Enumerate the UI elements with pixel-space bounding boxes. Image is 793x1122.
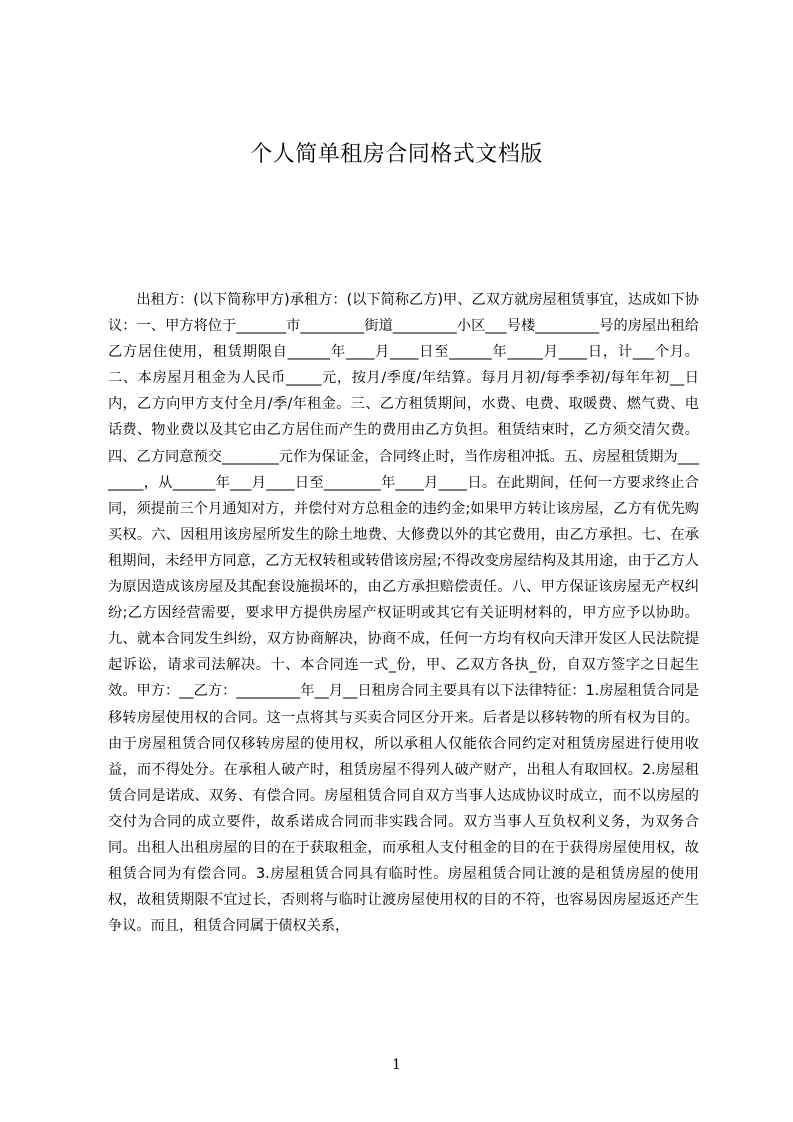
document-title: 个人简单租房合同格式文档版: [250, 142, 543, 167]
body-paragraph: 出租方：(以下简称甲方)承租方：(以下简称乙方)甲、乙双方就房屋租赁事宜，达成如下协议：一、甲方将位于_______市_________街道_________小区___号楼_________号的房屋出租给乙方居住使用，租赁期限自______年____月____日至______年_____月____日，计___个月。二、本房屋月租金为人民币_____元，按月/季度/年结算。每月月初/每季季初/每年年初__日内，乙方向甲方支付全月/季/年租金。三、乙方租赁期间，水费、电费、取暖费、燃气费、电话费、物业费以及其它由乙方居住而产生的费用由乙方负担。租赁结束时，乙方须交清欠费。四、乙方同意预交________元作为保证金，合同终止时，当作房租冲抵。五、房屋租赁期为________，从______年___月____日至________年____月____日。在此期间，任何一方要求终止合同，须提前三个月通知对方，并偿付对方总租金的违约金;如果甲方转让该房屋，乙方有优先购买权。六、因租用该房屋所发生的除土地费、大修费以外的其它费用，由乙方承担。七、在承租期间，未经甲方同意，乙方无权转租或转借该房屋;不得改变房屋结构及其用途，由于乙方人为原因造成该房屋及其配套设施损坏的，由乙方承担赔偿责任。八、甲方保证该房屋无产权纠纷;乙方因经营需要，要求甲方提供房屋产权证明或其它有关证明材料的，甲方应予以协助。九、就本合同发生纠纷，双方协商解决，协商不成，任何一方均有权向天津开发区人民法院提起诉讼，请求司法解决。十、本合同连一式_份，甲、乙双方各执_份，自双方签字之日起生效。甲方：__乙方：_________年__月__日租房合同主要具有以下法律特征：1.房屋租赁合同是移转房屋使用权的合同。这一点将其与买卖合同区分开来。后者是以移转物的所有权为目的。由于房屋租赁合同仅移转房屋的使用权，所以承租人仅能依合同约定对租赁房屋进行使用收益，而不得处分。在承租人破产时，租赁房屋不得列人破产财产，出租人有取回权。2.房屋租赁合同是诺成、双务、有偿合同。房屋租赁合同自双方当事人达成协议时成立，而不以房屋的交付为合同的成立要件，故系诺成合同而非实践合同。双方当事人互负权利义务，为双务合同。出租人出租房屋的目的在于获取租金，而承租人支付租金的目的在于获得房屋使用权，故租赁合同为有偿合同。3.房屋租赁合同具有临时性。房屋租赁合同让渡的是租赁房屋的使用权，故租赁期限不宜过长，否则将与临时让渡房屋使用权的目的不符，也容易因房屋返还产生争议。而且，租赁合同属于债权关系，: [108, 292, 699, 935]
document-body: [108, 287, 699, 939]
page-number: 1: [392, 1057, 401, 1073]
